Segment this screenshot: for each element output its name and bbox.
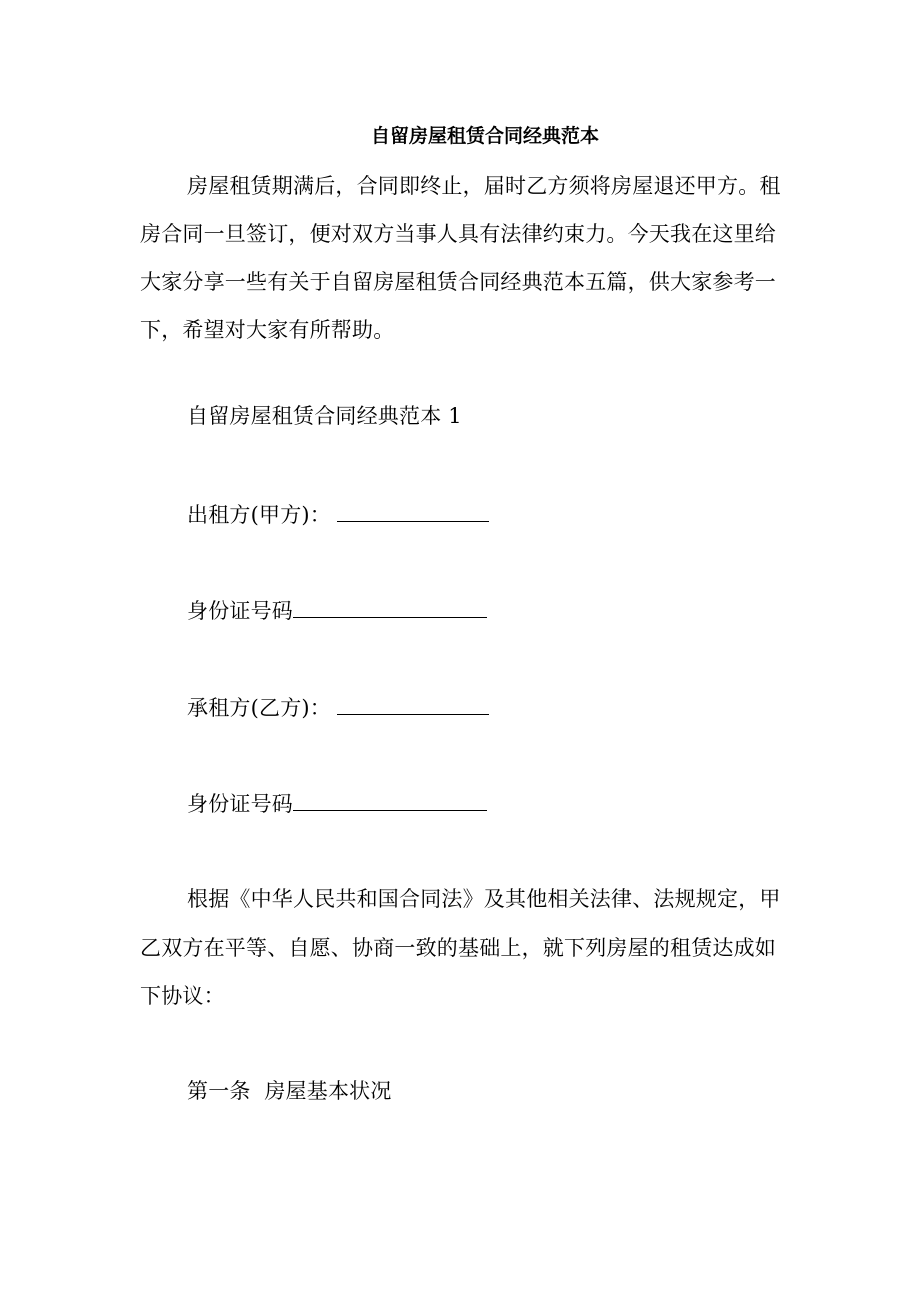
- intro-line-4: 下，希望对大家有所帮助。: [140, 318, 395, 342]
- lessor-blank: [337, 503, 489, 522]
- intro-line-1: 房屋租赁期满后，合同即终止，届时乙方须将房屋退还甲方。租: [187, 174, 781, 198]
- lessor-label: 出租方(甲方)：: [187, 503, 331, 527]
- lessor-id-blank: [293, 599, 487, 618]
- lessor-id-field: [187, 599, 831, 623]
- preamble-line-3: 下协议：: [140, 984, 225, 1008]
- lessee-blank: [337, 696, 489, 715]
- lessee-id-blank: [293, 792, 487, 811]
- preamble-line-2: 乙双方在平等、自愿、协商一致的基础上，就下列房屋的租赁达成如: [140, 936, 776, 960]
- section-heading: 自留房屋租赁合同经典范本 1: [187, 404, 462, 428]
- article-1-heading: 第一条 房屋基本状况: [187, 1079, 392, 1103]
- lessor-id-label: 身份证号码: [187, 599, 293, 623]
- lessor-field: [187, 503, 831, 527]
- lessee-id-field: [187, 792, 831, 816]
- intro-line-3: 大家分享一些有关于自留房屋租赁合同经典范本五篇，供大家参考一: [140, 270, 776, 294]
- lessee-label: 承租方(乙方)：: [187, 696, 331, 720]
- preamble-line-1: 根据《中华人民共和国合同法》及其他相关法律、法规规定，甲: [187, 887, 781, 911]
- lessee-id-label: 身份证号码: [187, 792, 293, 816]
- document-title: 自留房屋租赁合同经典范本: [370, 125, 599, 147]
- lessee-field: [187, 696, 831, 720]
- intro-line-2: 房合同一旦签订，便对双方当事人具有法律约束力。今天我在这里给: [140, 222, 776, 246]
